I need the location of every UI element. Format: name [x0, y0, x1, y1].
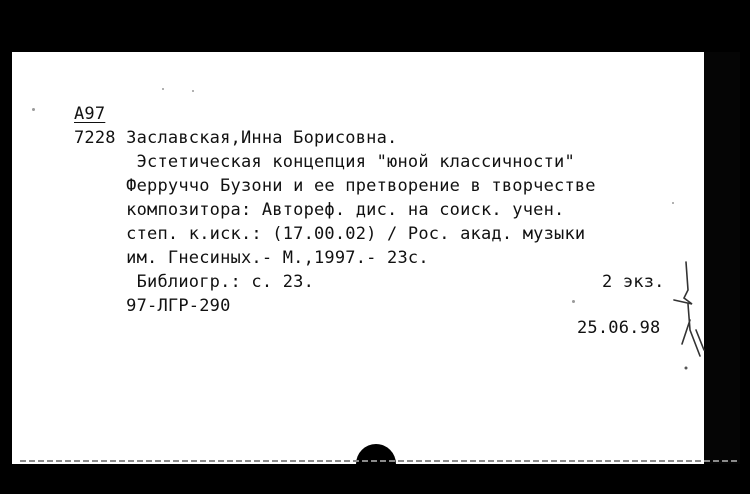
card-line-bibliography: Библиогр.: с. 23.: [74, 272, 315, 292]
card-line-author: 7228 Заславская,Инна Борисовна.: [74, 128, 398, 148]
card-line-title-1: Эстетическая концепция "юной классичности": [74, 152, 575, 172]
dust-speck: [672, 202, 674, 204]
card-line-accession: 97-ЛГР-290: [74, 296, 231, 316]
dust-speck: [32, 108, 35, 111]
punch-hole: [356, 444, 396, 484]
scan-shadow: [704, 52, 740, 464]
card-line-publisher: им. Гнесиных.- М.,1997.- 23с.: [74, 248, 429, 268]
dust-speck: [192, 90, 194, 92]
card-line-title-4: степ. к.иск.: (17.00.02) / Рос. акад. музыки: [74, 224, 586, 244]
card-line-title-2: Ферруччо Бузони и ее претворение в творчестве: [74, 176, 596, 196]
bottom-rule: [20, 460, 740, 462]
dust-speck: [572, 300, 575, 303]
copies-count: 2 экз.: [602, 272, 665, 292]
shelf-mark: А97: [74, 104, 106, 124]
dust-speck: [162, 88, 164, 90]
card-line-title-3: композитора: Автореф. дис. на соиск. учен.: [74, 200, 565, 220]
catalog-card: [12, 52, 704, 464]
date-stamp: 25.06.98: [577, 318, 661, 338]
pencil-mark-icon: [664, 260, 708, 370]
